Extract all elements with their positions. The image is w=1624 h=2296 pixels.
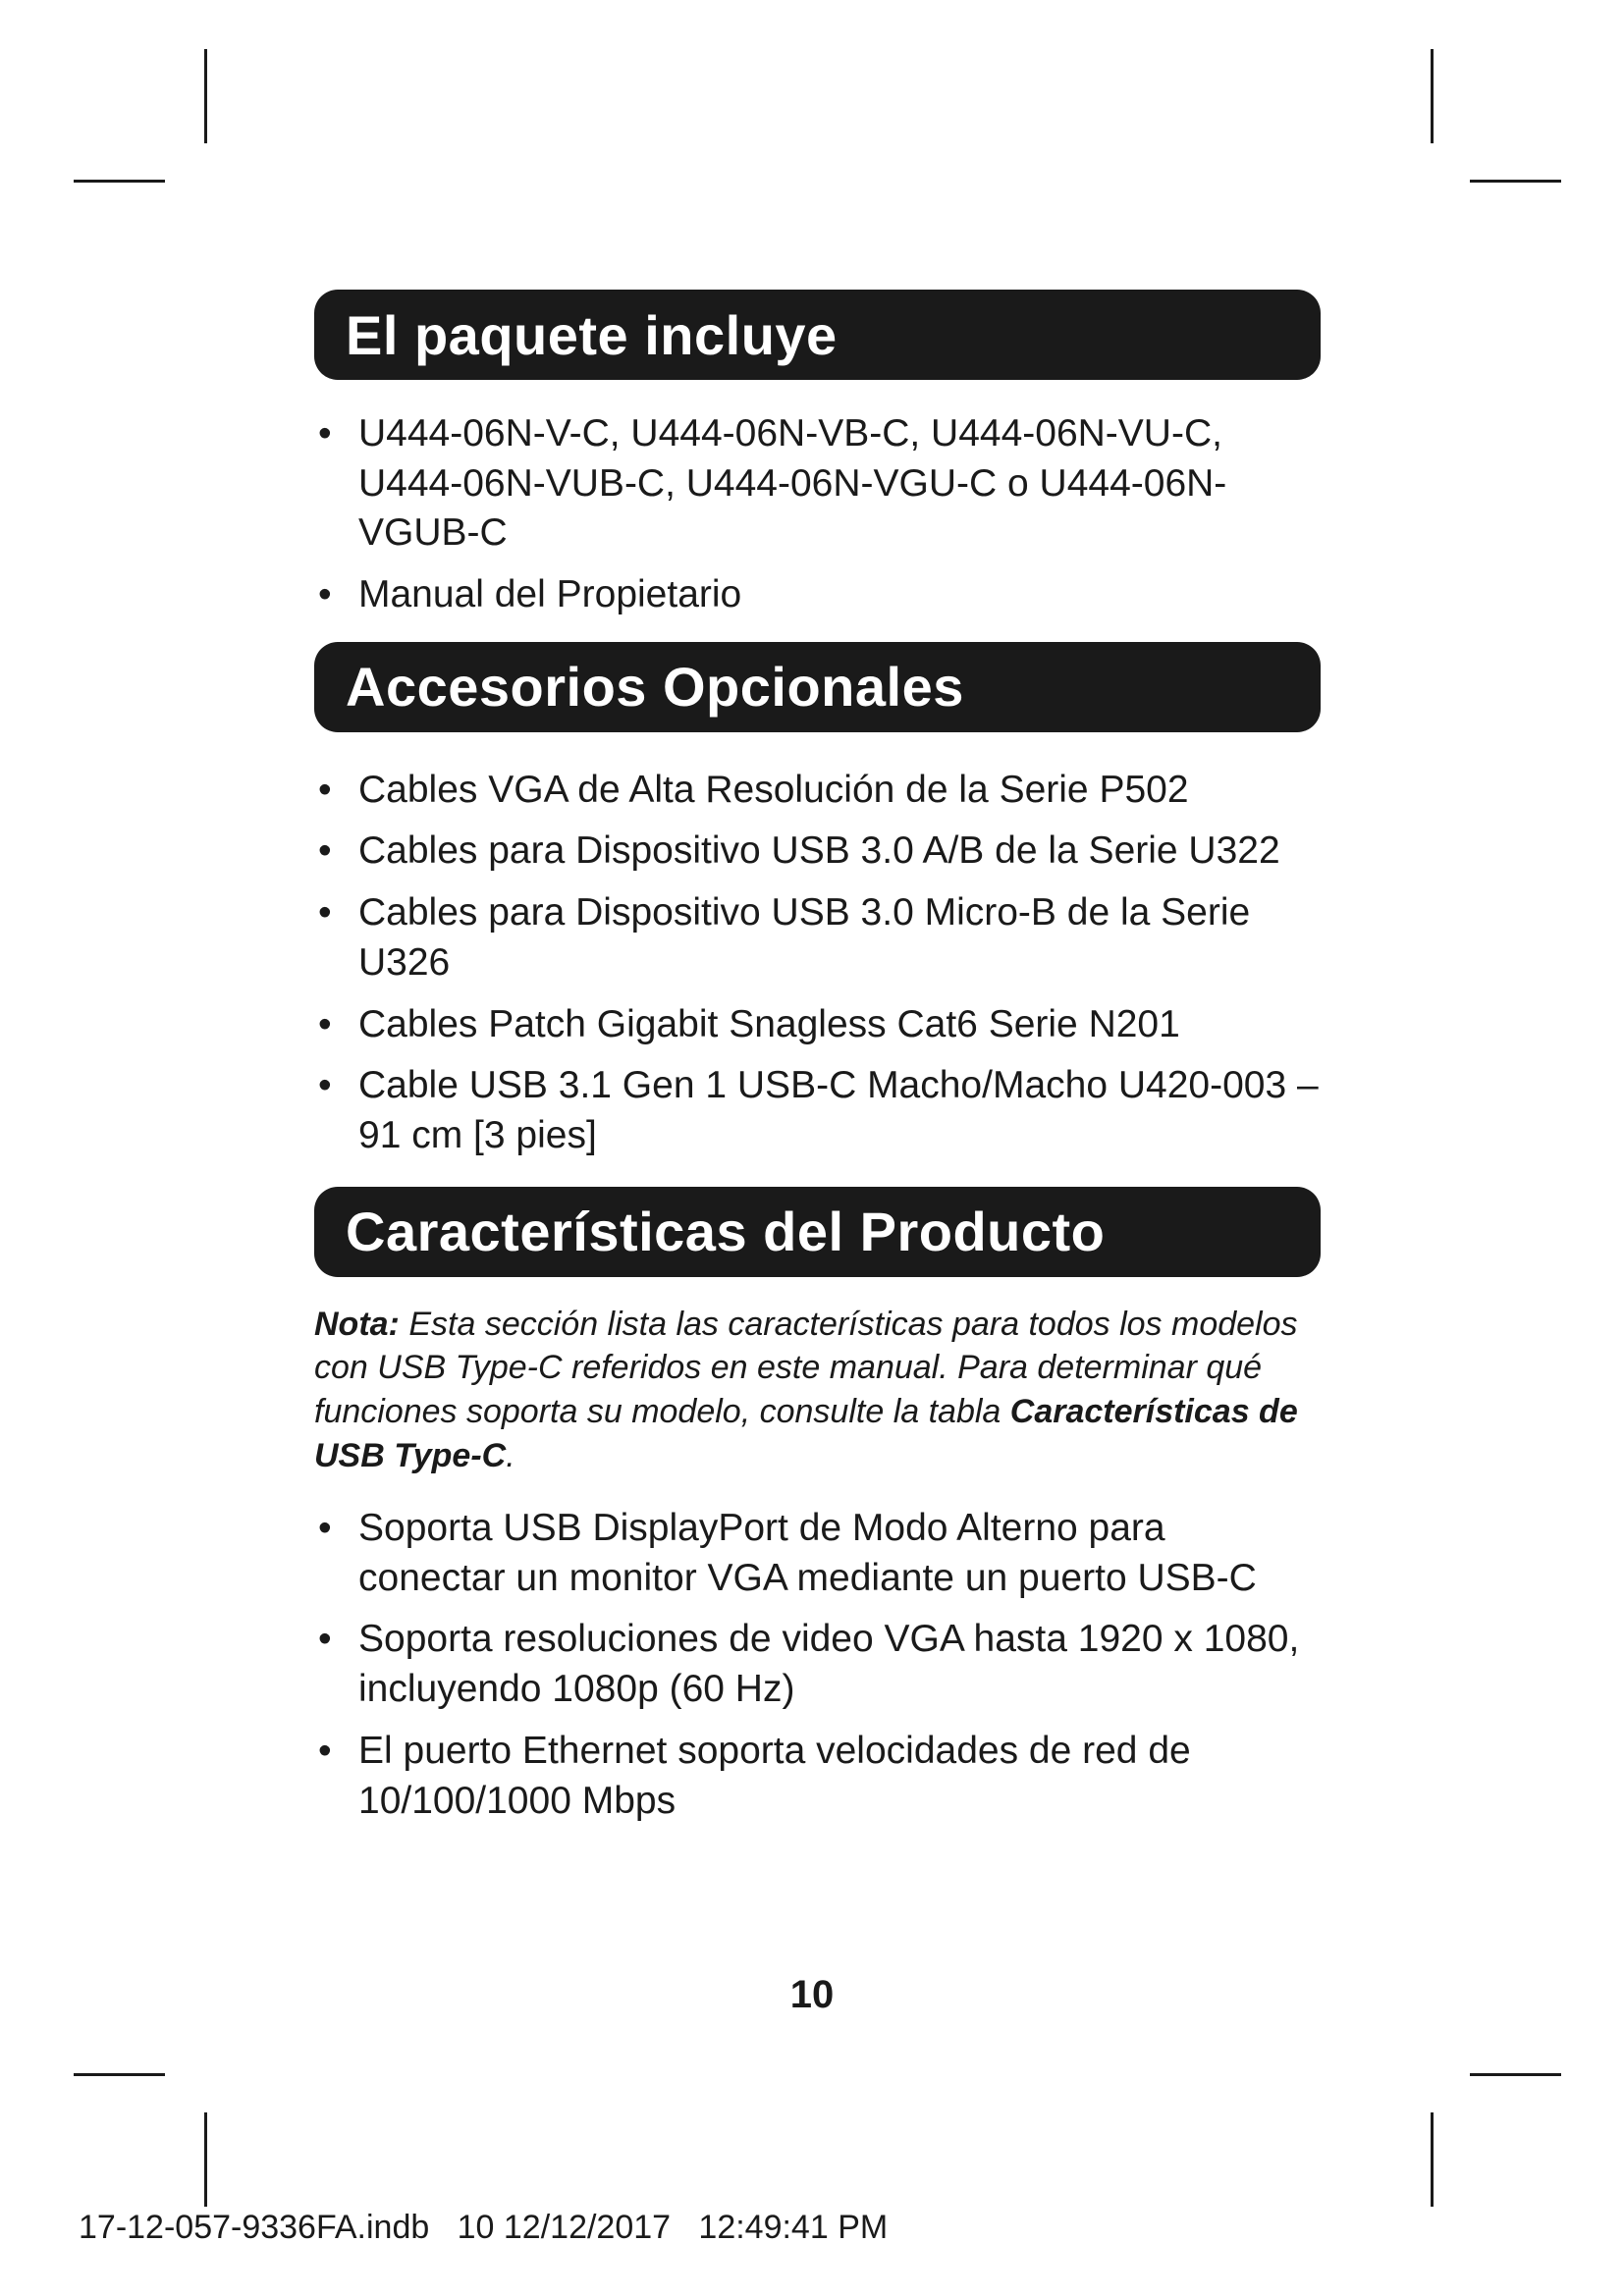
list-item: • Cables para Dispositivo USB 3.0 A/B de la Serie U322 xyxy=(314,827,1321,877)
accessories-list xyxy=(314,766,1321,1161)
crop-mark xyxy=(204,49,207,143)
features-note xyxy=(314,1303,1321,1479)
list-item: • Manual del Propietario xyxy=(314,570,1321,620)
print-date: 12/12/2017 xyxy=(503,2209,672,2246)
list-item: • Soporta resoluciones de video VGA hasta 1920 x 1080, incluyendo 1080p (60 Hz) xyxy=(314,1615,1321,1714)
package-heading: El paquete incluye xyxy=(314,290,1321,380)
note-label: Nota: xyxy=(314,1305,400,1343)
accessories-heading: Accesorios Opcionales xyxy=(314,642,1321,732)
crop-mark xyxy=(1470,180,1561,183)
list-item: • Cables VGA de Alta Resolución de la Serie P502 xyxy=(314,766,1321,816)
features-list xyxy=(314,1504,1321,1826)
list-item: • Cables para Dispositivo USB 3.0 Micro-B de la Serie U326 xyxy=(314,888,1321,988)
list-item: • Cables Patch Gigabit Snagless Cat6 Serie N201 xyxy=(314,1000,1321,1050)
crop-mark xyxy=(1431,2112,1434,2207)
list-item: • U444-06N-V-C, U444-06N-VB-C, U444-06N-VU-C, U444-06N-VUB-C, U444-06N-VGU-C o U444-06N-VGUB-C xyxy=(314,409,1321,559)
package-list xyxy=(314,409,1321,620)
page-content xyxy=(314,290,1321,1838)
crop-mark xyxy=(1431,49,1434,143)
note-text: Esta sección lista las características para todos los modelos con USB Type-C referidos en este manual. Para determinar qué funciones soporta su modelo, consulte la tabla xyxy=(314,1305,1298,1431)
crop-mark xyxy=(74,2073,165,2076)
list-item: • Soporta USB DisplayPort de Modo Alterno para conectar un monitor VGA mediante un puerto USB-C xyxy=(314,1504,1321,1603)
list-item: • Cable USB 3.1 Gen 1 USB-C Macho/Macho U420-003 – 91 cm [3 pies] xyxy=(314,1061,1321,1160)
crop-mark xyxy=(74,180,165,183)
list-item: • El puerto Ethernet soporta velocidades de red de 10/100/1000 Mbps xyxy=(314,1727,1321,1826)
features-heading: Características del Producto xyxy=(314,1187,1321,1277)
note-table-ref: Características de USB Type-C xyxy=(314,1393,1298,1475)
print-time: 12:49:41 PM xyxy=(698,2209,889,2246)
crop-mark xyxy=(204,2112,207,2207)
crop-mark xyxy=(1470,2073,1561,2076)
print-file-name: 17-12-057-9336FA.indb xyxy=(79,2209,430,2246)
print-info xyxy=(79,2209,888,2247)
print-page: 10 xyxy=(457,2209,495,2246)
page-number: 10 xyxy=(789,1973,835,2016)
note-end: . xyxy=(506,1437,515,1475)
